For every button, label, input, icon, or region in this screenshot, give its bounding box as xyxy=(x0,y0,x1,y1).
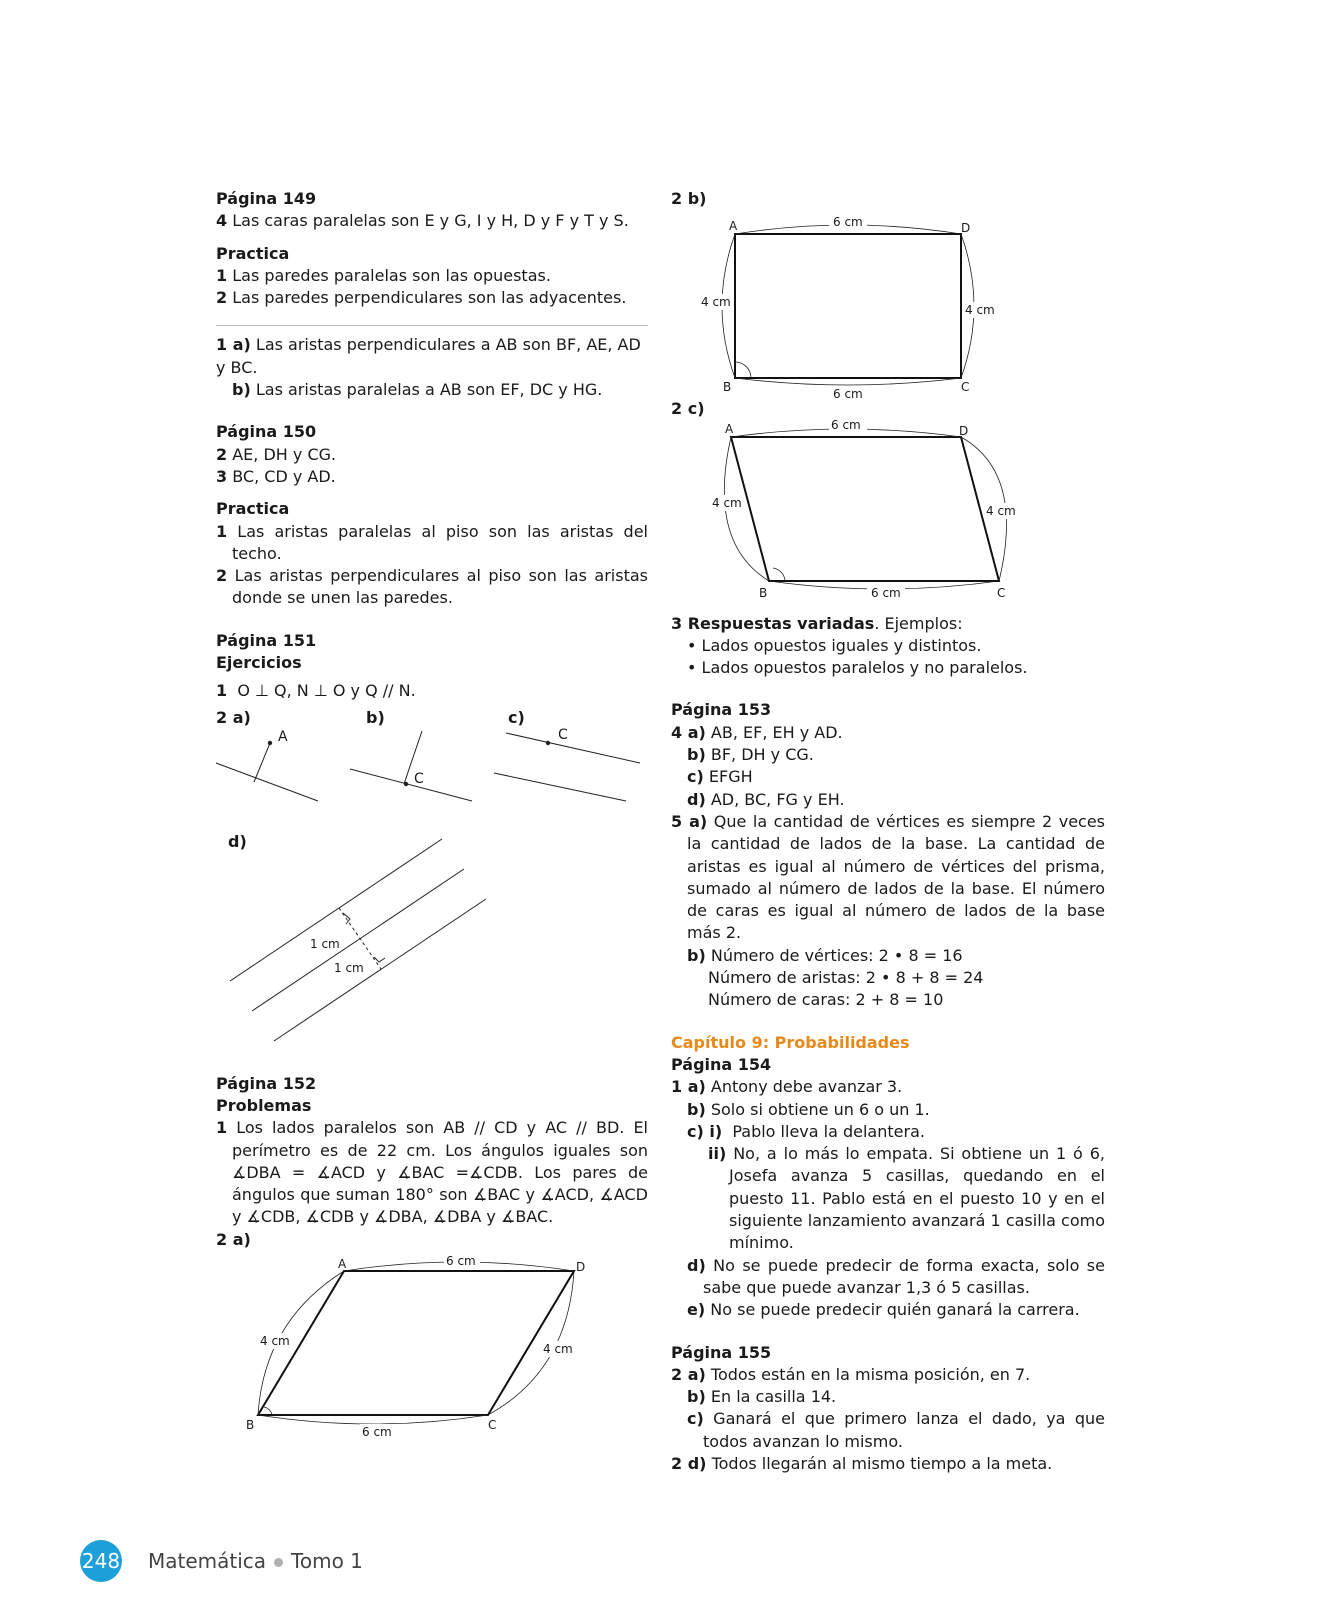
dimension-label: 4 cm xyxy=(260,1334,290,1349)
line xyxy=(494,773,626,801)
answer-4c: c) EFGH xyxy=(687,767,753,787)
point-a xyxy=(268,740,272,744)
fig-label-2b: b) xyxy=(366,707,385,727)
answer-p149-4: 4 Las caras paralelas son E y G, I y H, D y F y T y S. xyxy=(216,211,629,231)
answer-5b-line: Número de aristas: 2 • 8 + 8 = 24 xyxy=(708,968,984,988)
example-item: • Lados opuestos paralelos y no paralelos. xyxy=(687,658,1028,678)
fig-label-2d: d) xyxy=(228,831,247,851)
heading-page-151: Página 151 xyxy=(216,630,317,650)
answer-154-1d: d) No se puede predecir de forma exacta, solo se sabe que puede avanzar 1,3 ó 5 casillas. xyxy=(687,1255,1105,1297)
practica-item: 1 Las paredes paralelas son las opuestas. xyxy=(216,265,551,285)
label-2c: 2 c) xyxy=(671,399,705,419)
answer-ej1: 1 O ⊥ Q, N ⊥ O y Q // N. xyxy=(216,681,416,701)
angle-mark xyxy=(735,362,751,378)
line xyxy=(350,769,472,801)
answer-154-1cii: ii) No, a lo más lo empata. Si obtiene un 1 ó 6, Josefa avanza 5 casillas, quedando en el puesto 11. Pablo está en el puesto 10 y en el siguiente lanzamiento avanzará 1 casilla como mínimo. xyxy=(708,1144,1106,1253)
point-label: A xyxy=(278,728,288,745)
vertex-label: B xyxy=(759,585,768,600)
dimension-label: 1 cm xyxy=(334,960,364,975)
answer-154-1b: b) Solo si obtiene un 6 o un 1. xyxy=(687,1099,930,1119)
answer-155-2d: 2 d) Todos llegarán al mismo tiempo a la meta. xyxy=(671,1453,1053,1473)
dimension-label: 6 cm xyxy=(833,215,863,230)
answer-5b-line: Número de caras: 2 + 8 = 10 xyxy=(708,990,944,1010)
page-number-badge: 248 xyxy=(80,1540,122,1582)
vertex-label: D xyxy=(961,221,971,236)
heading-problemas: Problemas xyxy=(216,1095,312,1115)
parallel-line xyxy=(230,839,442,981)
left-column xyxy=(216,188,648,1451)
dimension-label: 6 cm xyxy=(831,417,861,432)
answer-3: 3 Respuestas variadas. Ejemplos: xyxy=(671,613,963,633)
answer-154-1a: 1 a) Antony debe avanzar 3. xyxy=(671,1077,903,1097)
dimension-label: 6 cm xyxy=(871,585,901,600)
dimension-label: 1 cm xyxy=(310,936,340,951)
vertex-label: C xyxy=(961,380,970,395)
heading-page-154: Página 154 xyxy=(671,1054,772,1074)
vertex-label: A xyxy=(729,219,738,234)
point-label: C xyxy=(414,770,424,787)
right-column xyxy=(671,188,1105,1475)
parallel-line xyxy=(252,869,464,1011)
fig-label-2a: 2 a) xyxy=(216,707,251,727)
line xyxy=(216,763,318,801)
divider xyxy=(216,325,648,326)
heading-page-152: Página 152 xyxy=(216,1073,317,1093)
rectangle xyxy=(735,234,961,378)
answer-155-2b: b) En la casilla 14. xyxy=(687,1387,837,1407)
dimension-arc xyxy=(258,1415,488,1424)
dimension-label: 4 cm xyxy=(712,495,742,510)
answer-4b: b) BF, DH y CG. xyxy=(687,745,814,765)
perpendicular-line xyxy=(254,743,270,782)
vertex-label: B xyxy=(246,1418,255,1433)
answer-p150: 3 BC, CD y AD. xyxy=(216,466,336,486)
fig-label-2c: c) xyxy=(508,707,525,727)
right-angle-mark xyxy=(374,957,385,962)
vertex-label: B xyxy=(723,380,732,395)
label-2a: 2 a) xyxy=(216,1229,251,1249)
dimension-label: 6 cm xyxy=(362,1425,392,1440)
point-label: C xyxy=(558,726,568,743)
answer-4a: 4 a) AB, EF, EH y AD. xyxy=(671,722,843,742)
point-c xyxy=(404,781,408,785)
example-item: • Lados opuestos iguales y distintos. xyxy=(687,635,982,655)
answer-problem-1: 1 Los lados paralelos son AB // CD y AC // BD. El perímetro es de 22 cm. Los ángulos iguales son ∡DBA = ∡ACD y ∡BAC =∡CDB. Los pares de ángulos que suman 180° son ∡BAC y ∡ACD, ∡ACD y ∡CDB, ∡CDB y ∡DBA, ∡DBA y ∡BAC. xyxy=(216,1118,648,1227)
dimension-label: 4 cm xyxy=(543,1342,573,1357)
chapter-title: Capítulo 9: Probabilidades xyxy=(671,1032,910,1052)
heading-page-150: Página 150 xyxy=(216,422,317,442)
point-c xyxy=(546,740,550,744)
angle-mark xyxy=(264,1407,272,1415)
parallel-line xyxy=(274,899,486,1041)
page-footer xyxy=(80,1540,363,1582)
answer-p150: 2 AE, DH y CG. xyxy=(216,444,337,464)
parallelogram xyxy=(258,1271,574,1415)
figure-rectangle xyxy=(671,202,1105,402)
answer-154-1ci: c) i) Pablo lleva la delantera. xyxy=(687,1121,925,1141)
figure-perpendiculars xyxy=(216,703,648,823)
dimension-label: 4 cm xyxy=(701,295,731,310)
answer-5a: 5 a) Que la cantidad de vértices es siempre 2 veces la cantidad de lados de la base. La cantidad de aristas es igual al número de vértices del prisma, sumado al número de lados de la base. El número de caras es igual al número de lados de la base más 2. xyxy=(671,811,1106,943)
dimension-label: 4 cm xyxy=(965,303,995,318)
label-2b: 2 b) xyxy=(671,189,707,208)
practica-item: 1 Las aristas paralelas al piso son las aristas del techo. xyxy=(216,521,649,563)
answer-155-2c: c) Ganará el que primero lanza el dado, ya que todos avanzan lo mismo. xyxy=(687,1409,1105,1451)
angle-mark xyxy=(773,568,785,581)
figure-parallel-lines xyxy=(216,825,648,1065)
answer-1b: b) Las aristas paralelas a AB son EF, DC y HG. xyxy=(232,380,603,400)
distance-segment xyxy=(339,908,381,969)
parallelogram xyxy=(731,437,999,581)
heading-page-155: Página 155 xyxy=(671,1342,772,1362)
heading-page-149: Página 149 xyxy=(216,189,317,208)
figure-rhombus-p152 xyxy=(216,1251,648,1451)
answer-5b: b) Número de vértices: 2 • 8 = 16 xyxy=(687,945,963,965)
vertex-label: D xyxy=(576,1260,586,1275)
answer-1a: 1 a) Las aristas perpendiculares a AB son BF, AE, AD y BC. xyxy=(216,335,641,377)
heading-practica-2: Practica xyxy=(216,499,290,519)
answer-154-1e: e) No se puede predecir quién ganará la carrera. xyxy=(687,1300,1080,1320)
parallel-line xyxy=(506,733,640,763)
vertex-label: C xyxy=(488,1418,497,1433)
dimension-label: 4 cm xyxy=(986,503,1016,518)
answer-4d: d) AD, BC, FG y EH. xyxy=(687,789,845,809)
separator-dot xyxy=(274,1558,283,1567)
practica-item: 2 Las paredes perpendiculares son las adyacentes. xyxy=(216,288,627,308)
dimension-label: 6 cm xyxy=(833,387,863,402)
vertex-label: C xyxy=(997,585,1006,600)
dimension-label: 6 cm xyxy=(446,1254,476,1269)
heading-ejercicios: Ejercicios xyxy=(216,653,302,673)
answer-155-2a: 2 a) Todos están en la misma posición, en 7. xyxy=(671,1364,1031,1384)
practica-item: 2 Las aristas perpendiculares al piso son las aristas donde se unen las paredes. xyxy=(216,566,648,608)
vertex-label: D xyxy=(959,423,969,438)
heading-practica: Practica xyxy=(216,243,290,263)
figure-parallelogram xyxy=(671,413,1105,603)
book-title: Matemática Tomo 1 xyxy=(148,1549,363,1573)
vertex-label: A xyxy=(725,421,734,436)
vertex-label: A xyxy=(338,1257,347,1272)
dimension-arc xyxy=(735,378,961,385)
heading-page-153: Página 153 xyxy=(671,700,772,720)
